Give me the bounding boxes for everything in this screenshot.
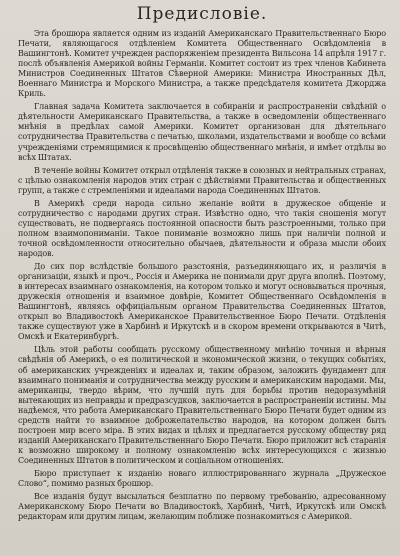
paragraph-2: Главная задача Комитета заключается в собираніи и распространеніи свѣдѣній о дѣятельности Американскаго Правительства, а также в осведомленіи общественнаго мнѣнія в предѣлах самой Америки. Комитет организован для дѣятельнаго сотрудничества Правительства с печатью, школами, издательствами и вообще со всѣми учрежденіями стремящимися к просвѣщенію общественнаго мнѣнія, и имѣет отдѣлы во всѣх Штатах. — [18, 102, 386, 162]
paragraph-6: Цѣль этой работы сообщать русскому общественному мнѣнію точныя и вѣрныя свѣдѣнія об Америкѣ, о ея политической и экономической жизни, о текущих событіях, об американских учрежденіях и идеалах и, таким образом, заложить фундамент для взаимнаго пониманія и сотрудничества между русским и американским народами. Мы, американцы, твердо вѣрим, что лучшій путь для борьбы против недоразумѣній вытекающих из неправды и предразсудков, заключается в распространеніи истины. Мы надѣемся, что работа Американскаго Правительственнаго Бюро Печати будет одним из средств найти то взаимное доброжелательство народов, на котором должен быть построен мир всего міра. В этих видах и цѣлях и предлагается русскому обществу ряд изданій Американскаго Правительственнаго Бюро Печати. Бюро приложит всѣ старанія к возможно широкому и полному ознакомленію всѣх интересующихся с жизнью Соединенных Штатов в политическом и соціальном отношеніях. — [18, 345, 386, 465]
paragraph-1: Эта брошюра является одним из изданій Американскаго Правительственнаго Бюро Печати, являющагося отдѣленіем Комитета Общественнаго Освѣдомленія в Вашингтонѣ. Комитет учрежден распоряженіем президента Вильсона 14 апрѣля 1917 г. послѣ объявленія Америкой войны Германіи. Комитет состоит из трех членов Кабинета Министров Соединенных Штатов Сѣверной Америки: Министра Иностранных Дѣл, Военнаго Министра и Морского Министра, а также предсѣдателя комитета Джорджа Криль. — [18, 29, 386, 99]
paragraph-7: Бюро приступает к изданію новаго иллюстрированнаго журнала „Дружеское Слово“, помимо разных брошюр. — [18, 468, 386, 489]
paragraph-3: В теченіе войны Комитет открыл отдѣленія также в союзных и нейтральных странах, с цѣлью ознакомленія народов этих стран с дѣйствіями Правительства и общественных групп, а также с стремленіями и идеалами народа Соединенных Штатов. — [18, 165, 386, 195]
page-title: Предисловіе. — [136, 4, 268, 24]
paragraph-5: До сих пор вслѣдствіе большого разстоянія, разъединяющаго их, и различія в организаціи, языкѣ и проч., Россія и Америка не понимали друг друга вполнѣ. Поэтому, в интересах взаимнаго ознакомленія, на котором только и могут основываться прочныя, дружескія отношенія и взаимное довѣріе, Комитет Общественнаго Освѣдомленія в Вашингтонѣ, являясь оффиціальным органом Правительства Соединенных Штатов, открыл во Владивостокѣ Американское Правительственное Бюро Печати. Отдѣленія также существуют уже в Харбинѣ и Иркутскѣ и в скором времени открываются в Читѣ, Омскѣ и Екатеринбургѣ. — [18, 262, 386, 342]
paragraph-4: В Америкѣ среди народа сильно желаніе войти в дружеское общеніе и сотрудничество с народами других стран. Извѣстно одно, что такія сношенія могут существовать, не подвергаясь постоянной опасности быть разстроенными, только при полном взаимопониманіи. Такое пониманіе возможно лишь при наличіи полной и точной освѣдомленности относительно обычаев, дѣятельности и образа мысли обоих народов. — [18, 198, 386, 258]
paragraph-8: Все изданія будут высылаться безплатно по первому требованію, адресованному Американскому Бюро Печати во Владивостокѣ, Харбинѣ, Читѣ, Иркутскѣ или Омскѣ редакторам или другим лицам, желающим поближе познакомиться с Америкой. — [18, 492, 386, 522]
